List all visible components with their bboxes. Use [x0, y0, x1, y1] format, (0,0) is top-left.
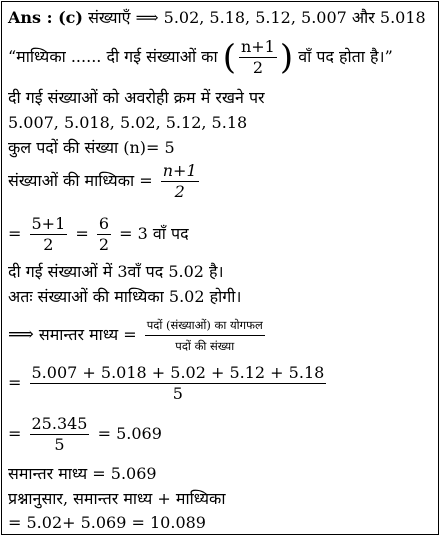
implies-arrow-icon: ⟹ [8, 324, 34, 345]
median-label: संख्याओं की माध्यिका = [8, 171, 153, 190]
position-fraction-2 [97, 215, 111, 254]
third-term-line: दी गई संख्याओं में 3वाँ पद 5.02 है। [8, 262, 224, 281]
position-calculation [8, 215, 189, 254]
median-formula [8, 162, 202, 201]
mean-denominator: पदों की संख्या [175, 339, 235, 353]
equals-sign-2: = [75, 224, 89, 243]
equals-sign-4: = [8, 424, 22, 443]
fraction-numerator: n+1 [240, 37, 275, 56]
term-count: कुल पदों की संख्या (n)= 5 [8, 138, 175, 157]
median-denominator: 2 [174, 182, 185, 201]
right-paren: ) [279, 37, 294, 78]
median-result-line: अतः संख्याओं की माध्यिका 5.02 होगी। [8, 287, 242, 306]
answer-line [8, 8, 426, 28]
mean-numerator: पदों (संख्याओं) का योगफल [145, 316, 265, 336]
mean-label: समान्तर माध्य = [38, 325, 137, 344]
median-numerator: n+1 [162, 161, 197, 180]
sum-fraction [30, 364, 327, 403]
position-denominator-2: 2 [98, 235, 110, 254]
mean-fraction [145, 316, 265, 355]
equals-sign-3: = [8, 373, 22, 392]
answer-box [1, 1, 439, 535]
final-answer-line: = 5.02+ 5.069 = 10.089 [8, 513, 206, 532]
answer-prefix: Ans : (c) [8, 8, 83, 27]
position-numerator-2: 6 [98, 214, 110, 233]
mean-result-line: समान्तर माध्य = 5.069 [8, 464, 157, 483]
ordered-numbers: 5.007, 5.018, 5.02, 5.12, 5.18 [8, 113, 248, 132]
sum-numerator: 5.007 + 5.018 + 5.02 + 5.12 + 5.18 [31, 363, 325, 382]
median-definition [8, 38, 393, 77]
position-numerator-1: 5+1 [31, 214, 66, 233]
sum-calculation [8, 364, 329, 403]
definition-fraction [239, 38, 277, 77]
total-numerator: 25.345 [31, 414, 88, 433]
total-denominator: 5 [54, 435, 65, 454]
definition-suffix: वाँ पद होता है।” [298, 47, 393, 66]
median-fraction [161, 162, 199, 201]
position-denominator-1: 2 [43, 235, 54, 254]
equals-sign: = [8, 224, 22, 243]
left-paren: ( [222, 37, 236, 78]
question-line: प्रश्नानुसार, समान्तर माध्य + माध्यिका [8, 489, 226, 508]
fraction-denominator: 2 [252, 58, 263, 77]
order-heading: दी गई संख्याओं को अवरोही क्रम में रखने पर [8, 88, 265, 107]
mean-formula [8, 316, 268, 355]
total-fraction [30, 415, 90, 454]
sum-denominator: 5 [172, 384, 183, 403]
position-fraction-1 [30, 215, 68, 254]
total-calculation [8, 415, 162, 454]
total-result: = 5.069 [97, 424, 162, 443]
position-result: = 3 वाँ पद [119, 224, 189, 243]
given-numbers: संख्याएँ ⟹ 5.02, 5.18, 5.12, 5.007 और 5.018 [88, 8, 426, 27]
definition-text: “माध्यिका ...... दी गई संख्याओं का [8, 47, 218, 66]
